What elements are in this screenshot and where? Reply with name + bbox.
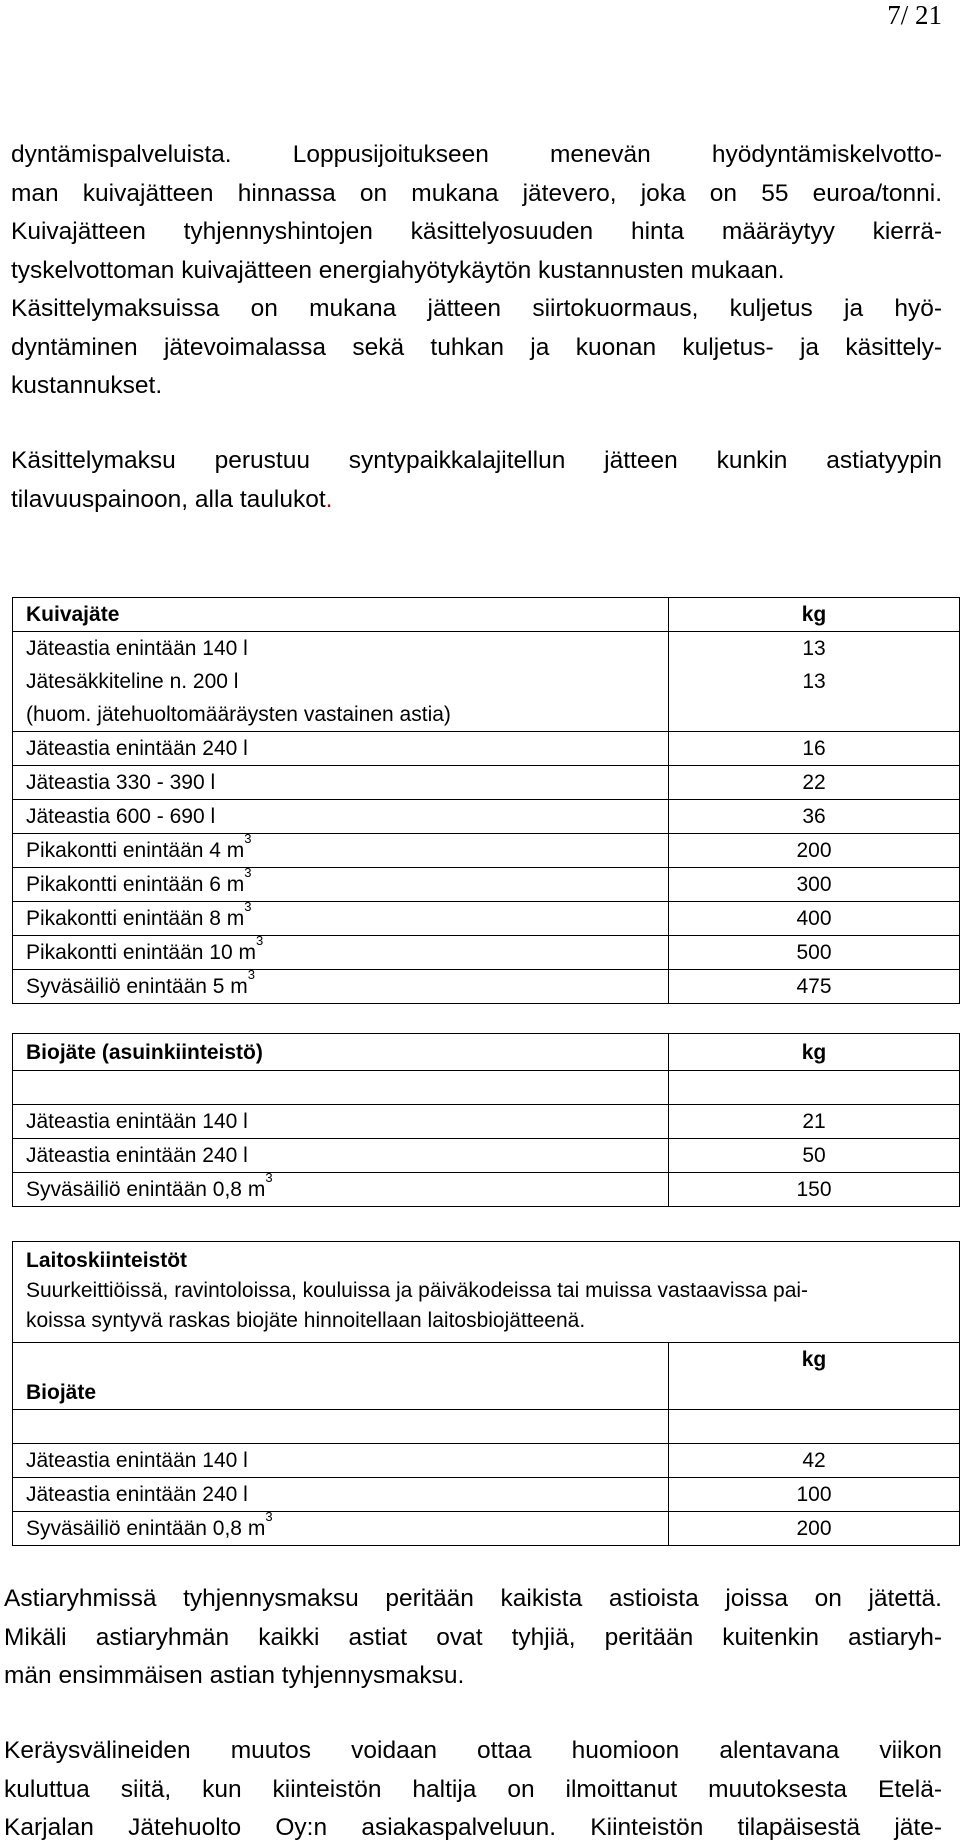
empty-cell <box>669 1410 960 1444</box>
row-label: Jäteastia enintään 140 l <box>13 1444 669 1478</box>
table-row <box>13 1444 960 1478</box>
empty-cell <box>669 1071 960 1105</box>
row-value: 16 <box>669 732 960 766</box>
row-label <box>13 899 669 936</box>
table-row <box>13 1478 960 1512</box>
table-row <box>13 732 960 766</box>
table-row <box>13 936 960 970</box>
row-value: 400 <box>669 902 960 936</box>
table-row <box>13 868 960 902</box>
empty-cell <box>13 1410 669 1444</box>
text-line: Keräysvälineiden muutos voidaan ottaa huomioon alentavana viikon <box>4 1737 942 1764</box>
text-line <box>11 481 942 520</box>
note-line: Suurkeittiöissä, ravintoloissa, kouluissa ja päiväkodeissa tai muissa vastaavissa pai- <box>26 1279 809 1302</box>
text-line: män ensimmäisen astian tyhjennysmaksu. <box>4 1662 465 1689</box>
row-value: 300 <box>669 868 960 902</box>
text-line: Käsittelymaksu perustuu syntypaikkalajitellun jätteen kunkin astiatyypin <box>11 447 942 474</box>
table-title: Laitoskiinteistöt <box>26 1249 188 1272</box>
table-header-row <box>13 1343 960 1410</box>
row-value: 475 <box>669 970 960 1004</box>
superscript-three: 3 <box>244 899 252 914</box>
table-header-row <box>13 598 960 632</box>
row-value: 150 <box>669 1173 960 1207</box>
row-label-note: (huom. jätehuoltomääräysten vastainen astia) <box>26 703 451 726</box>
empty-cell <box>13 1071 669 1105</box>
row-value: 22 <box>669 766 960 800</box>
text-line: Karjalan Jätehuolto Oy:n asiakaspalveluun. Kiinteistön tilapäisestä jäte- <box>4 1814 942 1841</box>
text-line-part: tilavuuspainoon, alla taulukot <box>11 485 326 513</box>
superscript-three: 3 <box>244 865 252 880</box>
table-row <box>13 1173 960 1207</box>
row-label-text: Syväsäiliö enintään 0,8 m <box>26 1178 266 1201</box>
row-label <box>13 933 669 970</box>
laitoskiinteistot-table <box>12 1241 960 1546</box>
text-line: dyntämispalveluista. Loppusijoitukseen menevän hyödyntämiskelvotto- <box>11 141 942 168</box>
table-header-unit: kg <box>669 1034 960 1071</box>
text-line: Käsittelymaksuissa on mukana jätteen siirtokuormaus, kuljetus ja hyö- <box>11 295 942 322</box>
row-value: 13 <box>669 632 960 666</box>
row-value: 36 <box>669 800 960 834</box>
row-label: Jäteastia 330 - 390 l <box>13 766 669 800</box>
empty-row <box>13 1410 960 1444</box>
empty-row <box>13 1071 960 1105</box>
row-label <box>13 1170 669 1207</box>
row-label-text: Syväsäiliö enintään 5 m <box>26 975 248 998</box>
table-row <box>13 1139 960 1173</box>
row-label: Jäteastia enintään 140 l <box>13 632 669 666</box>
row-value: 50 <box>669 1139 960 1173</box>
row-value: 13 <box>669 665 960 732</box>
text-line: dyntäminen jätevoimalassa sekä tuhkan ja kuonan kuljetus- ja käsittely- <box>11 333 942 361</box>
title-cell <box>13 1242 960 1343</box>
row-label: Jäteastia enintään 240 l <box>13 1139 669 1173</box>
superscript-three: 3 <box>244 831 252 846</box>
page-number: 7/ 21 <box>887 0 942 30</box>
row-label <box>13 1509 669 1546</box>
intro-paragraph <box>11 136 942 406</box>
kuivajate-table <box>12 597 960 1004</box>
text-line: Astiaryhmissä tyhjennysmaksu peritään kaikista astioista joissa on jätettä. <box>4 1585 942 1612</box>
table-header-label: Biojäte <box>13 1343 669 1410</box>
table-row <box>13 1512 960 1546</box>
text-line: kustannukset. <box>11 372 163 399</box>
table-header-unit: kg <box>669 1343 960 1410</box>
row-value: 200 <box>669 1512 960 1546</box>
change-paragraph <box>4 1732 942 1848</box>
row-label-text: Pikakontti enintään 4 m <box>26 839 245 862</box>
text-line: Mikäli astiaryhmän kaikki astiat ovat tyhjiä, peritään kuitenkin astiaryh- <box>4 1623 942 1651</box>
table-row <box>13 632 960 666</box>
row-label: Jäteastia 600 - 690 l <box>13 800 669 834</box>
table-header-unit: kg <box>669 598 960 632</box>
basis-paragraph <box>11 442 942 519</box>
row-label <box>13 967 669 1004</box>
row-label-text: Syväsäiliö enintään 0,8 m <box>26 1517 266 1540</box>
row-value: 21 <box>669 1105 960 1139</box>
table-row <box>13 970 960 1004</box>
table-header-label: Kuivajäte <box>13 598 669 632</box>
superscript-three: 3 <box>265 1170 273 1185</box>
row-label <box>13 665 669 732</box>
row-label-text: Pikakontti enintään 10 m <box>26 941 256 964</box>
table-row <box>13 834 960 868</box>
table-header-row <box>13 1034 960 1071</box>
table-row <box>13 665 960 732</box>
table-row <box>13 766 960 800</box>
row-label: Jäteastia enintään 240 l <box>13 1478 669 1512</box>
table-row <box>13 902 960 936</box>
table-note <box>13 1276 959 1342</box>
text-line: man kuivajätteen hinnassa on mukana jätevero, joka on 55 euroa/tonni. <box>11 179 942 207</box>
row-label <box>13 865 669 902</box>
table-row <box>13 800 960 834</box>
row-label-line: Jätesäkkiteline n. 200 l <box>26 670 239 693</box>
red-period: . <box>325 485 333 513</box>
note-line: koissa syntyvä raskas biojäte hinnoitellaan laitosbiojätteenä. <box>26 1309 586 1332</box>
row-label-text: Pikakontti enintään 8 m <box>26 907 245 930</box>
row-label <box>13 831 669 868</box>
text-line: Kuivajätteen tyhjennyshintojen käsittelyosuuden hinta määräytyy kierrä- <box>11 218 942 245</box>
biojate-asuin-table <box>12 1033 960 1207</box>
row-value: 100 <box>669 1478 960 1512</box>
row-value: 200 <box>669 834 960 868</box>
table-row <box>13 1105 960 1139</box>
table-title-row <box>13 1242 960 1343</box>
row-value: 500 <box>669 936 960 970</box>
table-header-label: Biojäte (asuinkiinteistö) <box>13 1034 669 1071</box>
group-paragraph <box>4 1580 942 1696</box>
text-line: kuluttua siitä, kun kiinteistön haltija on ilmoittanut muutoksesta Etelä- <box>4 1775 942 1803</box>
row-label-text: Pikakontti enintään 6 m <box>26 873 245 896</box>
superscript-three: 3 <box>247 967 256 982</box>
superscript-three: 3 <box>265 1509 273 1524</box>
row-label: Jäteastia enintään 240 l <box>13 732 669 766</box>
row-label: Jäteastia enintään 140 l <box>13 1105 669 1139</box>
superscript-three: 3 <box>255 933 264 948</box>
text-line: tyskelvottoman kuivajätteen energiahyötykäytön kustannusten mukaan. <box>11 256 785 284</box>
row-value: 42 <box>669 1444 960 1478</box>
